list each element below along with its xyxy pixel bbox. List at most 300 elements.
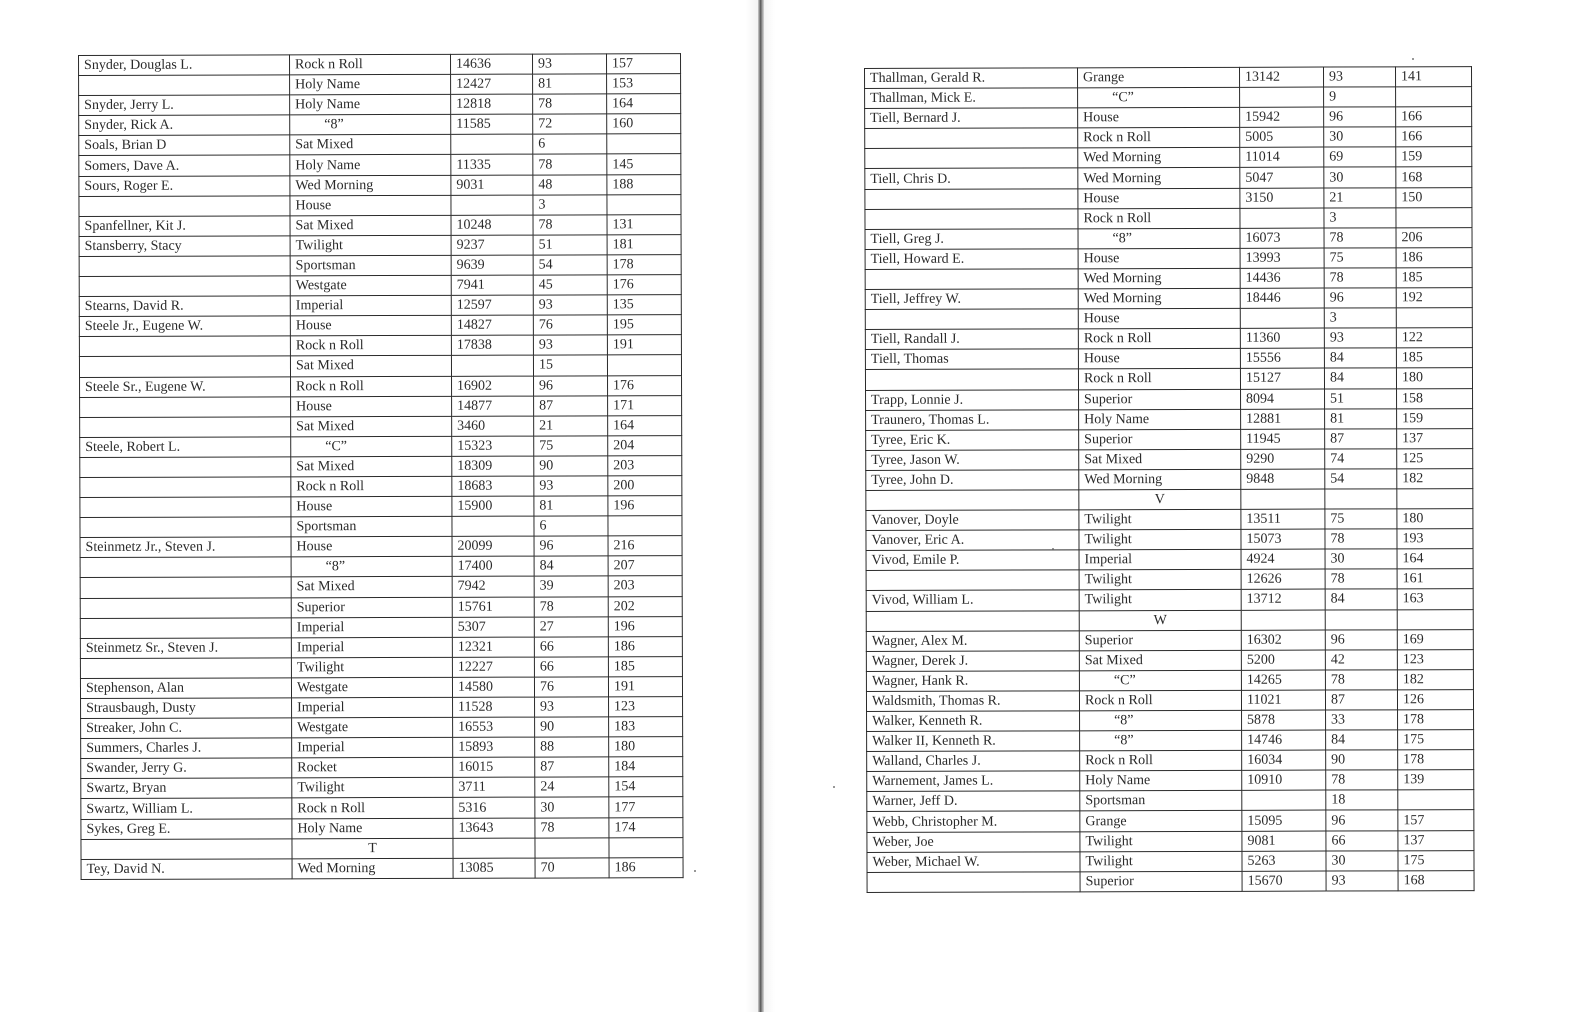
bowler-league-cell: Holy Name [292, 818, 453, 839]
bowler-avg-cell: 206 [1396, 227, 1472, 247]
bowler-name-cell [865, 148, 1078, 169]
bowler-games-cell: 96 [1324, 107, 1396, 127]
bowler-games-cell: 84 [1324, 348, 1396, 368]
paper-speck [694, 870, 696, 872]
empty-cell [866, 490, 1079, 511]
table-row [865, 127, 1472, 149]
bowler-games-cell: 66 [534, 637, 608, 657]
bowler-games-cell: 74 [1325, 449, 1397, 469]
bowler-name-cell: Walland, Charles J. [867, 751, 1080, 772]
table-row [80, 677, 682, 699]
bowler-avg-cell: 123 [1397, 649, 1473, 669]
bowler-games-cell: 18 [1326, 790, 1398, 810]
bowler-name-cell: Wagner, Alex M. [866, 630, 1079, 651]
bowler-games-cell: 76 [534, 677, 608, 697]
bowler-avg-cell: 150 [1396, 187, 1472, 207]
bowler-pins-cell: 13712 [1241, 589, 1325, 609]
table-row [79, 355, 681, 377]
bowler-avg-cell: 193 [1397, 529, 1473, 549]
bowler-pins-cell: 5047 [1240, 168, 1324, 188]
bowler-pins-cell: 15942 [1240, 107, 1324, 127]
bowler-name-cell: Tyree, John D. [866, 470, 1079, 491]
bowler-name-cell: Weber, Joe [867, 831, 1080, 852]
bowler-avg-cell [1396, 308, 1472, 328]
bowler-name-cell [79, 276, 290, 297]
bowler-league-cell: House [1078, 248, 1240, 269]
bowler-league-cell: Sat Mixed [1079, 650, 1241, 671]
empty-cell [1397, 609, 1473, 629]
bowler-avg-cell: 196 [608, 616, 682, 636]
bowler-games-cell: 96 [534, 375, 608, 395]
bowler-name-cell [865, 128, 1078, 149]
bowler-pins-cell: 12626 [1241, 569, 1325, 589]
table-row [866, 408, 1473, 430]
bowler-avg-cell: 202 [608, 596, 682, 616]
bowler-pins-cell: 13142 [1239, 67, 1323, 87]
bowler-games-cell: 78 [1325, 670, 1397, 690]
bowler-name-cell [865, 369, 1078, 390]
bowler-games-cell: 87 [534, 395, 608, 415]
bowler-pins-cell: 20099 [452, 536, 534, 556]
bowler-pins-cell: 11014 [1240, 147, 1324, 167]
bowler-avg-cell: 186 [1396, 247, 1472, 267]
bowler-games-cell: 78 [533, 215, 607, 235]
bowler-avg-cell [607, 134, 681, 154]
bowler-pins-cell: 12818 [451, 94, 533, 114]
bowler-league-cell: Superior [291, 597, 452, 618]
bowler-avg-cell: 180 [1396, 368, 1472, 388]
bowler-name-cell: Tyree, Eric K. [866, 430, 1079, 451]
paper-speck [1052, 548, 1054, 550]
table-row [866, 589, 1473, 611]
table-row [80, 616, 682, 638]
empty-cell [1241, 489, 1325, 509]
bowler-pins-cell: 9081 [1242, 831, 1326, 851]
bowler-name-cell [865, 188, 1078, 209]
bowler-name-cell [865, 269, 1078, 290]
bowler-avg-cell: 163 [1397, 589, 1473, 609]
bowler-name-cell: Stearns, David R. [79, 296, 290, 317]
empty-cell [609, 837, 683, 857]
bowler-name-cell: Sykes, Greg E. [81, 818, 292, 839]
bowler-league-cell: Holy Name [1079, 409, 1241, 430]
bowler-avg-cell: 168 [1398, 870, 1474, 890]
bowler-games-cell: 78 [535, 817, 609, 837]
bowler-name-cell [80, 417, 291, 438]
bowler-avg-cell: 159 [1396, 147, 1472, 167]
bowler-name-cell: Strausbaugh, Dusty [81, 698, 292, 719]
bowler-name-cell: Snyder, Rick A. [79, 115, 290, 136]
bowler-avg-cell: 154 [609, 777, 683, 797]
bowler-name-cell: Weber, Michael W. [867, 851, 1080, 872]
bowler-name-cell [80, 557, 291, 578]
table-row [79, 74, 681, 96]
bowler-name-cell [867, 872, 1080, 893]
table-row [79, 114, 681, 136]
empty-cell [535, 837, 609, 857]
bowler-pins-cell: 14746 [1242, 730, 1326, 750]
bowler-games-cell: 72 [533, 114, 607, 134]
bowler-name-cell: Vivod, William L. [866, 590, 1079, 611]
bowler-pins-cell: 15670 [1242, 871, 1326, 891]
bowler-league-cell: Imperial [292, 738, 453, 759]
bowler-pins-cell: 18683 [452, 476, 534, 496]
bowler-games-cell: 96 [1326, 810, 1398, 830]
bowler-name-cell: Webb, Christopher M. [867, 811, 1080, 832]
bowler-avg-cell: 192 [1396, 288, 1472, 308]
empty-cell [1241, 610, 1325, 630]
bowler-games-cell: 76 [533, 315, 607, 335]
bowler-pins-cell: 11360 [1240, 328, 1324, 348]
table-row [865, 67, 1472, 89]
bowler-avg-cell: 191 [607, 335, 681, 355]
table-row [867, 770, 1474, 792]
bowler-pins-cell: 5005 [1240, 127, 1324, 147]
table-row [867, 870, 1474, 892]
bowler-pins-cell: 15556 [1240, 348, 1324, 368]
table-row [79, 214, 681, 236]
table-row [80, 476, 682, 498]
bowler-league-cell: Holy Name [1080, 771, 1242, 792]
bowler-pins-cell [1242, 790, 1326, 810]
bowler-league-cell: Westgate [290, 275, 451, 296]
bowler-pins-cell: 13643 [453, 818, 535, 838]
bowler-league-cell: “8” [1080, 730, 1242, 751]
table-row [866, 629, 1473, 651]
table-row [865, 328, 1472, 350]
bowler-avg-cell: 184 [609, 757, 683, 777]
table-row [866, 569, 1473, 591]
bowler-games-cell: 75 [1324, 248, 1396, 268]
bowler-games-cell: 48 [533, 174, 607, 194]
table-row [80, 415, 682, 437]
bowler-league-cell: “8” [1080, 710, 1242, 731]
bowler-pins-cell: 15900 [452, 496, 534, 516]
bowler-avg-cell [608, 516, 682, 536]
empty-cell [81, 838, 292, 859]
bowler-pins-cell: 14827 [451, 315, 533, 335]
table-row [866, 428, 1473, 450]
left-roster-body [79, 54, 684, 880]
bowler-league-cell: Holy Name [290, 155, 451, 176]
table-row [80, 596, 682, 618]
bowler-games-cell: 39 [534, 576, 608, 596]
bowler-pins-cell [451, 195, 533, 215]
bowler-name-cell [80, 396, 291, 417]
bowler-avg-cell: 158 [1397, 388, 1473, 408]
bowler-avg-cell: 188 [607, 174, 681, 194]
bowler-league-cell: Sportsman [290, 255, 451, 276]
bowler-games-cell: 6 [533, 134, 607, 154]
bowler-pins-cell: 16015 [453, 757, 535, 777]
section-letter: T [292, 838, 453, 859]
bowler-avg-cell: 157 [606, 54, 680, 74]
bowler-pins-cell: 16553 [453, 717, 535, 737]
bowler-league-cell: Sportsman [291, 516, 452, 537]
section-letter-row [866, 489, 1473, 511]
table-row [81, 797, 683, 819]
bowler-avg-cell: 176 [608, 375, 682, 395]
bowler-pins-cell [452, 516, 534, 536]
bowler-avg-cell: 176 [607, 275, 681, 295]
bowler-games-cell: 27 [534, 616, 608, 636]
bowler-avg-cell: 126 [1397, 689, 1473, 709]
bowler-name-cell: Steinmetz Jr., Steven J. [80, 537, 291, 558]
bowler-pins-cell: 7942 [452, 577, 534, 597]
bowler-pins-cell: 11945 [1241, 429, 1325, 449]
bowler-league-cell: Wed Morning [1079, 469, 1241, 490]
bowler-league-cell: Rock n Roll [292, 798, 453, 819]
bowler-league-cell: Imperial [291, 617, 452, 638]
bowler-name-cell: Swartz, Bryan [81, 778, 292, 799]
bowler-league-cell: Twilight [1079, 529, 1241, 550]
bowler-avg-cell: 171 [608, 395, 682, 415]
bowler-games-cell: 3 [533, 194, 607, 214]
bowler-league-cell: House [1078, 308, 1240, 329]
bowler-pins-cell: 9031 [451, 175, 533, 195]
right-page [864, 66, 1475, 893]
bowler-name-cell [79, 356, 290, 377]
bowler-pins-cell: 9848 [1241, 469, 1325, 489]
bowler-pins-cell: 14436 [1240, 268, 1324, 288]
bowler-league-cell: Superior [1079, 429, 1241, 450]
bowler-pins-cell: 18446 [1240, 288, 1324, 308]
bowler-name-cell: Soals, Brian D [79, 135, 290, 156]
bowler-name-cell [80, 457, 291, 478]
section-letter-row [81, 837, 683, 859]
table-row [80, 576, 682, 598]
bowler-avg-cell: 169 [1397, 629, 1473, 649]
bowler-pins-cell: 13085 [453, 858, 535, 878]
bowler-name-cell: Streaker, John C. [81, 718, 292, 739]
bowler-league-cell: Sat Mixed [1079, 449, 1241, 470]
bowler-avg-cell: 216 [608, 536, 682, 556]
bowler-pins-cell: 11021 [1241, 690, 1325, 710]
table-row [865, 147, 1472, 169]
bowler-pins-cell [1240, 87, 1324, 107]
bowler-avg-cell [607, 355, 681, 375]
bowler-league-cell: Sat Mixed [291, 416, 452, 437]
bowler-pins-cell: 12321 [452, 637, 534, 657]
bowler-avg-cell: 161 [1397, 569, 1473, 589]
paper-speck [1412, 58, 1414, 60]
table-row [865, 368, 1472, 390]
bowler-avg-cell: 164 [608, 415, 682, 435]
bowler-games-cell: 66 [534, 657, 608, 677]
bowler-games-cell: 84 [534, 556, 608, 576]
bowler-avg-cell: 131 [607, 214, 681, 234]
bowler-pins-cell: 17838 [451, 335, 533, 355]
bowler-league-cell: Wed Morning [292, 858, 453, 879]
table-row [866, 689, 1473, 711]
table-row [866, 649, 1473, 671]
bowler-games-cell: 24 [535, 777, 609, 797]
bowler-games-cell: 87 [1325, 690, 1397, 710]
bowler-league-cell: Twilight [1080, 831, 1242, 852]
bowler-games-cell: 78 [533, 154, 607, 174]
bowler-games-cell: 84 [1326, 730, 1398, 750]
bowler-avg-cell: 185 [1396, 348, 1472, 368]
bowler-name-cell: Snyder, Douglas L. [79, 55, 290, 76]
bowler-name-cell: Traunero, Thomas L. [866, 409, 1079, 430]
table-row [865, 107, 1472, 129]
bowler-pins-cell: 5307 [452, 617, 534, 637]
bowler-pins-cell: 16034 [1242, 750, 1326, 770]
bowler-name-cell: Steele Sr., Eugene W. [80, 376, 291, 397]
bowler-avg-cell: 178 [607, 255, 681, 275]
bowler-league-cell: Twilight [291, 657, 452, 678]
bowler-league-cell: Superior [1080, 871, 1242, 892]
table-row [866, 388, 1473, 410]
bowler-name-cell: Stansberry, Stacy [79, 236, 290, 257]
table-row [81, 757, 683, 779]
bowler-name-cell: Warner, Jeff D. [867, 791, 1080, 812]
bowler-league-cell: Twilight [1079, 509, 1241, 530]
table-row [865, 308, 1472, 330]
table-row [79, 94, 681, 116]
bowler-league-cell: Grange [1080, 811, 1242, 832]
bowler-avg-cell: 178 [1398, 750, 1474, 770]
right-roster-body [865, 67, 1475, 893]
bowler-games-cell: 75 [534, 436, 608, 456]
bowler-games-cell: 21 [1324, 187, 1396, 207]
bowler-name-cell: Warnement, James L. [867, 771, 1080, 792]
bowler-games-cell: 30 [535, 797, 609, 817]
bowler-league-cell: Rock n Roll [1079, 690, 1241, 711]
bowler-league-cell: “C” [1079, 670, 1241, 691]
table-row [865, 207, 1472, 229]
bowler-avg-cell: 157 [1398, 810, 1474, 830]
bowler-league-cell: Rock n Roll [291, 476, 452, 497]
table-row [866, 468, 1473, 490]
bowler-avg-cell: 203 [608, 576, 682, 596]
table-row [81, 857, 683, 879]
bowler-league-cell: Rock n Roll [1078, 208, 1240, 229]
bowler-name-cell: Vanover, Doyle [866, 510, 1079, 531]
table-row [865, 187, 1472, 209]
table-row [80, 636, 682, 658]
bowler-pins-cell: 13511 [1241, 509, 1325, 529]
bowler-games-cell: 93 [533, 295, 607, 315]
bowler-name-cell: Tiell, Thomas [865, 349, 1078, 370]
bowler-league-cell: House [1078, 188, 1240, 209]
section-letter-row [866, 609, 1473, 631]
bowler-avg-cell [1396, 87, 1472, 107]
bowler-games-cell: 3 [1324, 308, 1396, 328]
bowler-league-cell: Sat Mixed [290, 215, 451, 236]
bowler-avg-cell: 139 [1398, 770, 1474, 790]
bowler-games-cell: 84 [1325, 589, 1397, 609]
bowler-pins-cell: 12227 [452, 657, 534, 677]
bowler-games-cell: 51 [1325, 388, 1397, 408]
table-row [79, 154, 681, 176]
bowler-games-cell: 93 [535, 697, 609, 717]
empty-cell [1325, 489, 1397, 509]
bowler-games-cell: 78 [534, 596, 608, 616]
bowler-avg-cell: 168 [1396, 167, 1472, 187]
bowler-avg-cell: 200 [608, 476, 682, 496]
bowler-name-cell: Tiell, Bernard J. [865, 108, 1078, 129]
bowler-name-cell: Wagner, Hank R. [866, 671, 1079, 692]
bowler-name-cell: Spanfellner, Kit J. [79, 216, 290, 237]
bowler-avg-cell: 137 [1397, 428, 1473, 448]
bowler-avg-cell: 153 [607, 74, 681, 94]
bowler-pins-cell: 3150 [1240, 188, 1324, 208]
bowler-pins-cell: 11335 [451, 155, 533, 175]
bowler-league-cell: Twilight [292, 778, 453, 799]
table-row [80, 556, 682, 578]
bowler-league-cell: House [290, 195, 451, 216]
empty-cell [866, 610, 1079, 631]
bowler-league-cell: Twilight [1079, 590, 1241, 611]
bowler-games-cell: 78 [1324, 228, 1396, 248]
bowler-games-cell: 30 [1324, 127, 1396, 147]
table-row [80, 455, 682, 477]
bowler-league-cell: Imperial [1079, 550, 1241, 571]
table-row [865, 268, 1472, 290]
empty-cell [1325, 609, 1397, 629]
bowler-name-cell: Swander, Jerry G. [81, 758, 292, 779]
table-row [80, 496, 682, 518]
bowler-pins-cell: 4924 [1241, 549, 1325, 569]
bowler-pins-cell: 10248 [451, 215, 533, 235]
bowler-avg-cell: 122 [1396, 328, 1472, 348]
bowler-games-cell: 96 [534, 536, 608, 556]
bowler-games-cell: 9 [1324, 87, 1396, 107]
table-row [79, 335, 681, 357]
bowler-name-cell: Waldsmith, Thomas R. [866, 691, 1079, 712]
table-row [81, 737, 683, 759]
table-row [79, 255, 681, 277]
bowler-league-cell: House [291, 396, 452, 417]
bowler-name-cell [79, 256, 290, 277]
bowler-games-cell: 81 [533, 74, 607, 94]
bowler-league-cell: Superior [1079, 389, 1241, 410]
bowler-name-cell: Vivod, Emile P. [866, 550, 1079, 571]
bowler-games-cell: 78 [1325, 569, 1397, 589]
bowler-name-cell: Steele Jr., Eugene W. [79, 316, 290, 337]
bowler-league-cell: Sat Mixed [291, 456, 452, 477]
bowler-avg-cell: 177 [609, 797, 683, 817]
bowler-name-cell: Tey, David N. [81, 859, 292, 880]
bowler-pins-cell: 9237 [451, 235, 533, 255]
bowler-league-cell: Grange [1078, 67, 1240, 88]
bowler-games-cell: 88 [535, 737, 609, 757]
bowler-pins-cell: 16302 [1241, 630, 1325, 650]
bowler-league-cell: Wed Morning [1078, 148, 1240, 169]
bowler-avg-cell [607, 194, 681, 214]
section-letter: V [1079, 489, 1241, 510]
bowler-games-cell: 78 [1324, 268, 1396, 288]
bowler-games-cell: 75 [1325, 509, 1397, 529]
bowler-pins-cell: 5316 [453, 798, 535, 818]
paper-speck [833, 786, 835, 788]
bowler-name-cell [80, 658, 291, 679]
bowler-name-cell: Wagner, Derek J. [866, 651, 1079, 672]
left-roster-table [78, 53, 684, 880]
bowler-league-cell: Twilight [1080, 851, 1242, 872]
table-row [867, 710, 1474, 732]
bowler-name-cell: Vanover, Eric A. [866, 530, 1079, 551]
bowler-league-cell: Rock n Roll [290, 54, 451, 75]
bowler-games-cell: 78 [533, 94, 607, 114]
bowler-games-cell: 87 [535, 757, 609, 777]
bowler-avg-cell: 180 [609, 737, 683, 757]
bowler-pins-cell: 15893 [453, 737, 535, 757]
bowler-league-cell: Imperial [291, 637, 452, 658]
table-row [865, 348, 1472, 370]
bowler-league-cell: “8” [1078, 228, 1240, 249]
